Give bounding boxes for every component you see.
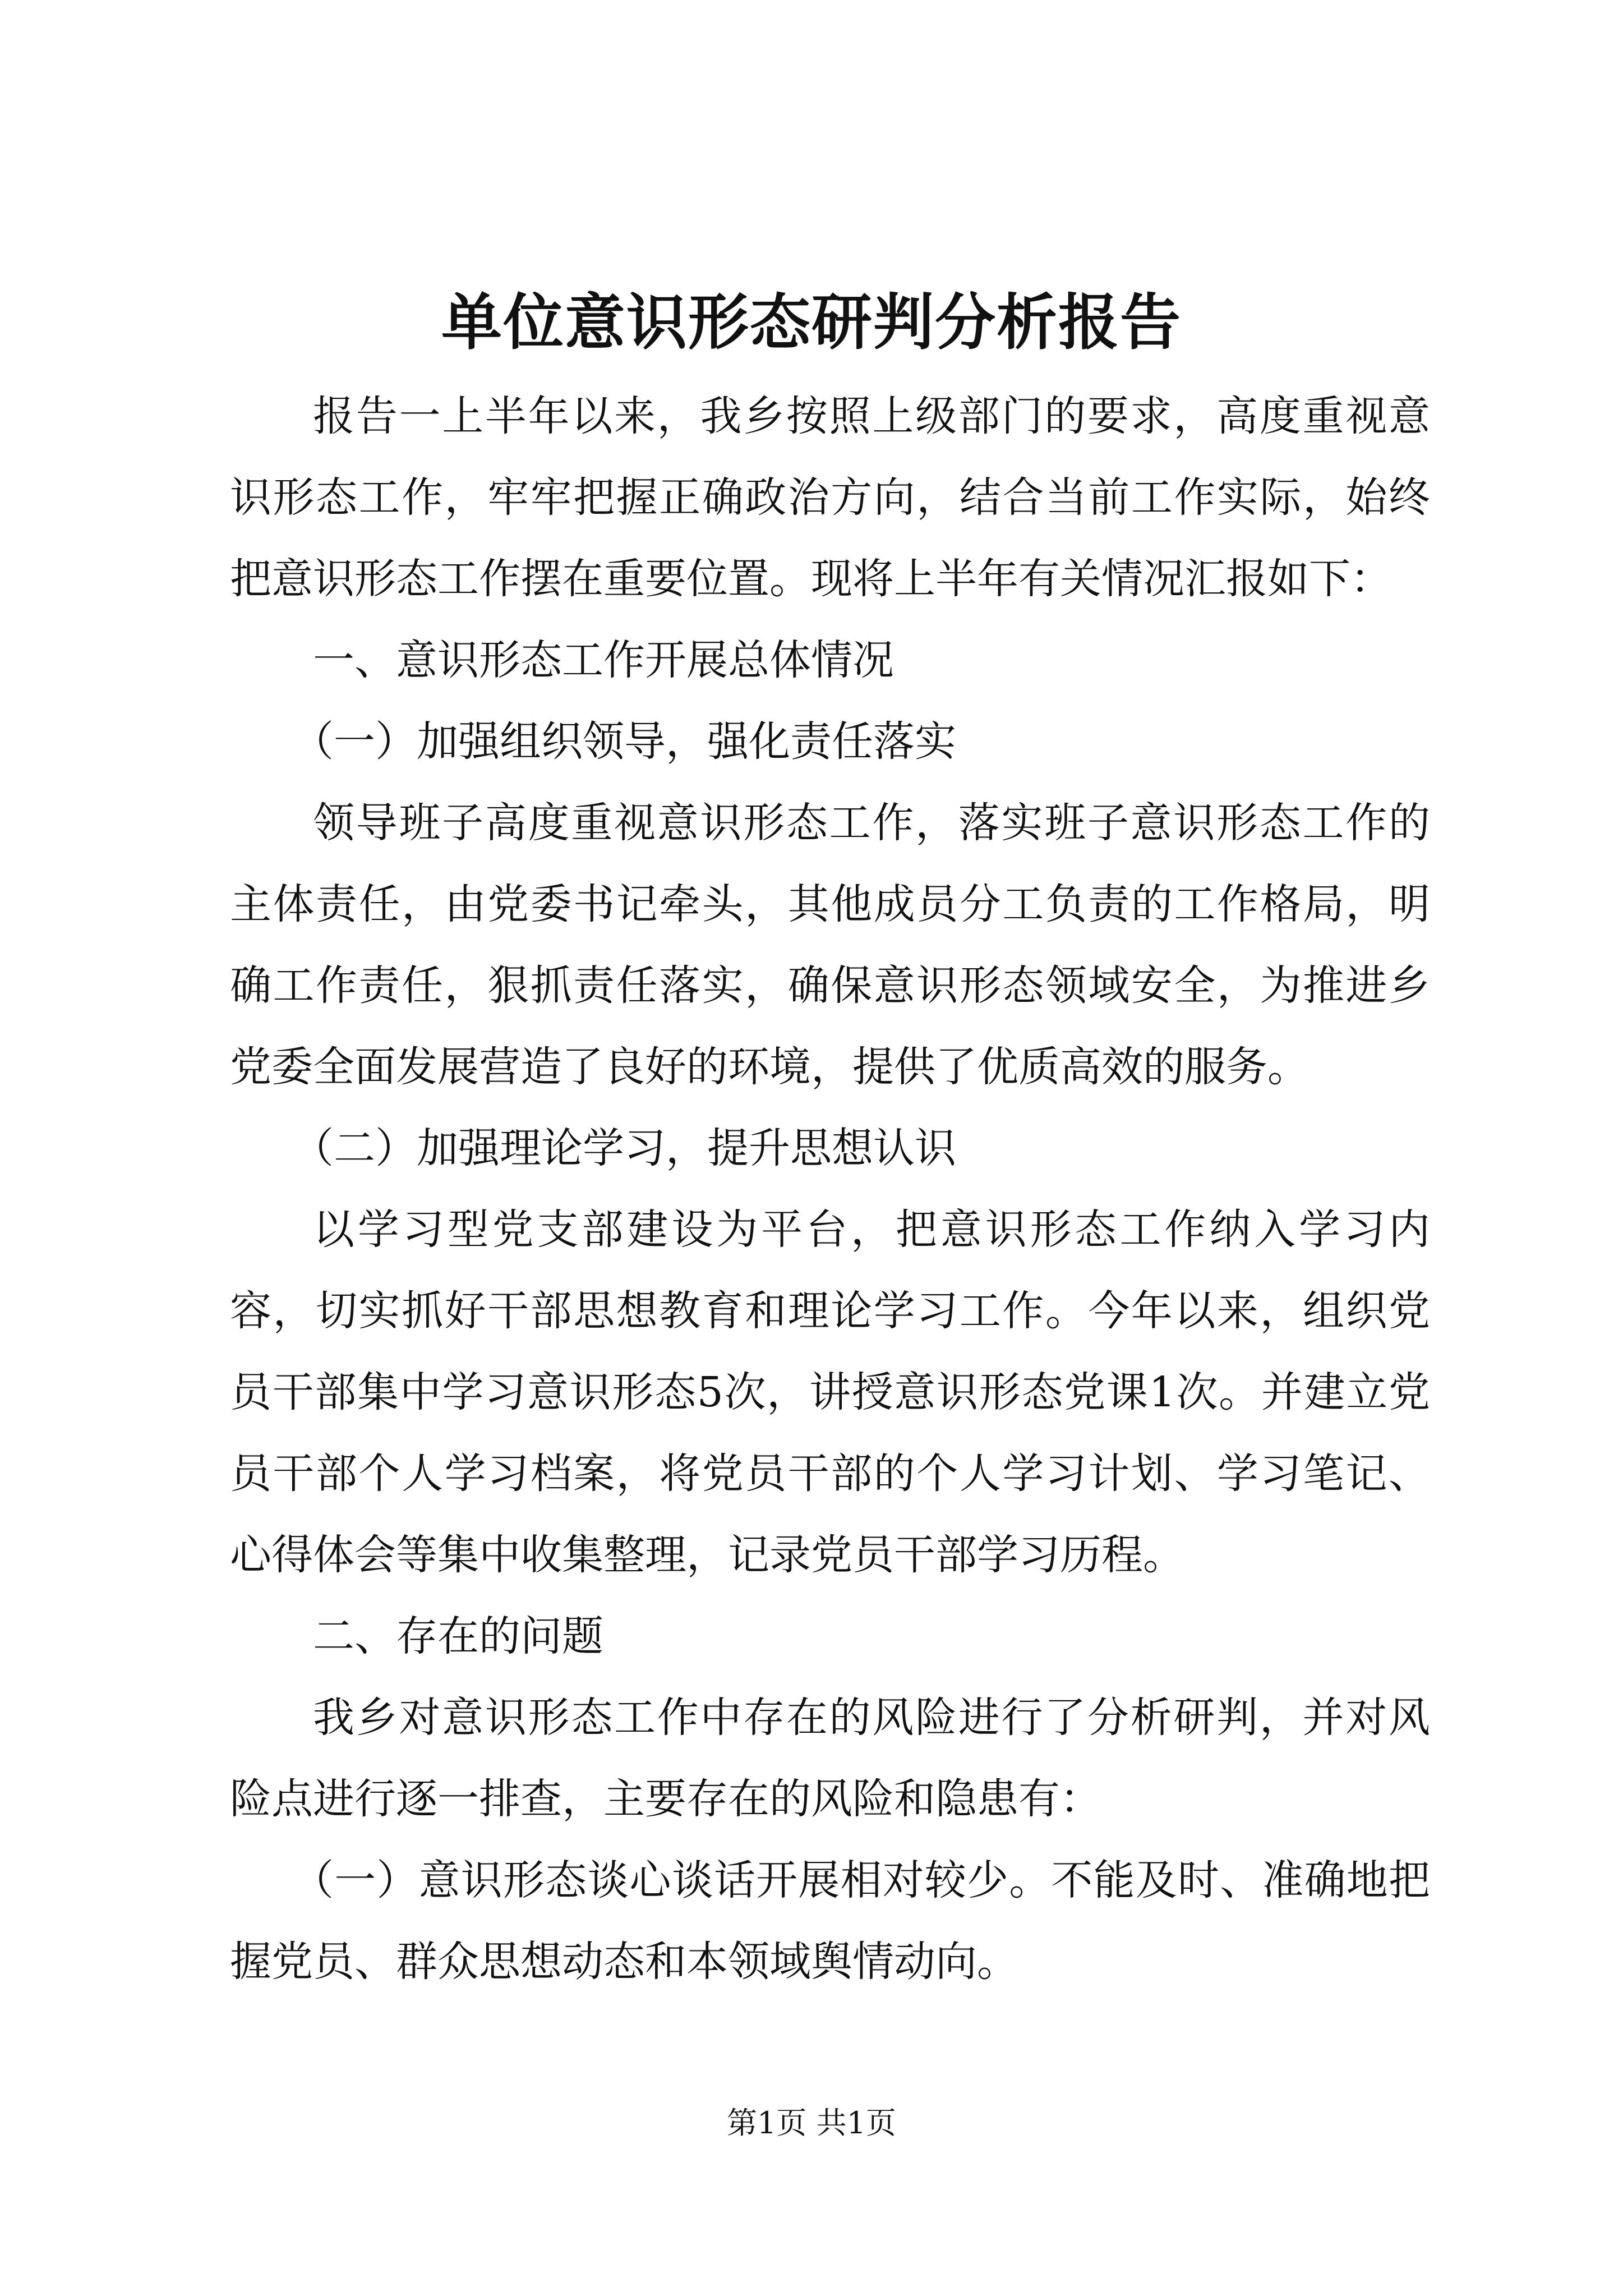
subsection-heading-1-2: （二）加强理论学习，提升思想认识 (292, 1124, 956, 1172)
paragraph-study: 以学习型党支部建设为平台，把意识形态工作纳入学习内容，切实抓好干部思想教育和理论学习工作。今年以来，组织党员干部集中学习意识形态5次，讲授意识形态党课1次。并建立党员干部个人学习档案，将党员干部的个人学习计划、学习笔记、心得体会等集中收集整理，记录党员干部学习历程。 (230, 1205, 1430, 1579)
paragraph-intro: 报告一上半年以来，我乡按照上级部门的要求，高度重视意识形态工作，牢牢把握正确政治方向，结合当前工作实际，始终把意识形态工作摆在重要位置。现将上半年有关情况汇报如下： (230, 392, 1430, 603)
section-heading-1: 一、意识形态工作开展总体情况 (313, 636, 894, 684)
document-title: 单位意识形态研判分析报告 (441, 287, 1182, 358)
paragraph-leadership: 领导班子高度重视意识形态工作，落实班子意识形态工作的主体责任，由党委书记牵头，其他成员分工负责的工作格局，明确工作责任，狠抓责任落实，确保意识形态领域安全，为推进乡党委全面发展营造了良好的环境，提供了优质高效的服务。 (230, 799, 1430, 1091)
paragraph-risk-analysis: 我乡对意识形态工作中存在的风险进行了分析研判，并对风险点进行逐一排查，主要存在的风险和隐患有： (230, 1694, 1430, 1823)
page-footer: 第1页 共1页 (727, 2105, 896, 2141)
subsection-heading-1-1: （一）加强组织领导，强化责任落实 (292, 717, 956, 766)
paragraph-problem-1: （一）意识形态谈心谈话开展相对较少。不能及时、准确地把握党员、群众思想动态和本领域舆情动向。 (230, 1856, 1430, 1986)
section-heading-2: 二、存在的问题 (313, 1612, 603, 1660)
document-body (230, 376, 1430, 2003)
